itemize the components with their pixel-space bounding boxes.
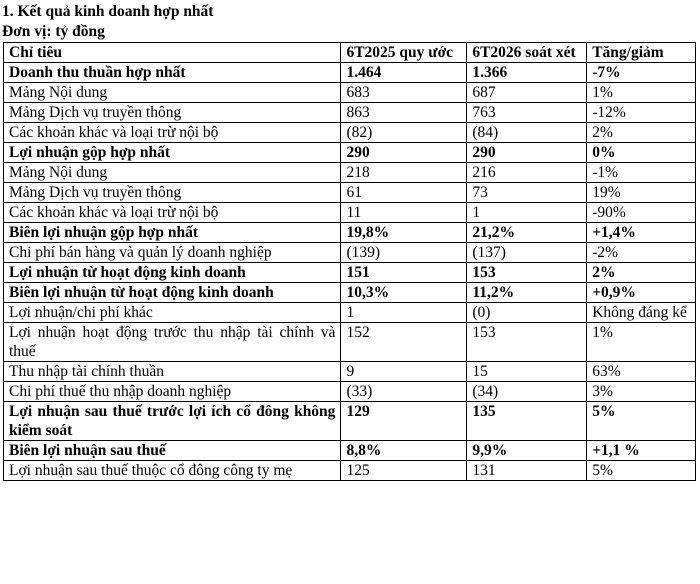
table-row — [4, 143, 696, 163]
row-change: 5% — [587, 402, 696, 441]
row-change: 2% — [587, 263, 696, 283]
row-value-6t2026: 153 — [467, 263, 587, 283]
row-value-6t2025: 61 — [341, 183, 467, 203]
row-value-6t2025: (139) — [341, 243, 467, 263]
row-value-6t2026: 1 — [467, 203, 587, 223]
row-value-6t2025: 151 — [341, 263, 467, 283]
row-value-6t2025: 19,8% — [341, 223, 467, 243]
row-change: 19% — [587, 183, 696, 203]
row-change: +1,1 % — [587, 441, 696, 461]
row-value-6t2025: (82) — [341, 123, 467, 143]
row-value-6t2025: 152 — [341, 323, 467, 362]
row-value-6t2026: 11,2% — [467, 283, 587, 303]
row-change: +0,9% — [587, 283, 696, 303]
row-change: 63% — [587, 362, 696, 382]
table-row — [4, 402, 696, 441]
row-value-6t2025: 1.464 — [341, 63, 467, 83]
row-value-6t2026: (137) — [467, 243, 587, 263]
column-header-change: Tăng/giảm — [587, 43, 696, 63]
row-value-6t2026: 216 — [467, 163, 587, 183]
row-label: Mảng Dịch vụ truyền thông — [4, 183, 341, 203]
row-change: 1% — [587, 83, 696, 103]
table-row — [4, 83, 696, 103]
row-label: Mảng Nội dung — [4, 83, 341, 103]
table-header-row — [4, 43, 696, 63]
table-row — [4, 243, 696, 263]
row-value-6t2025: 218 — [341, 163, 467, 183]
row-value-6t2026: 15 — [467, 362, 587, 382]
row-value-6t2025: 9 — [341, 362, 467, 382]
row-value-6t2025: 1 — [341, 303, 467, 323]
table-row — [4, 203, 696, 223]
unit-label: Đơn vị: tỷ đồng — [2, 23, 105, 40]
row-value-6t2026: (0) — [467, 303, 587, 323]
table-row — [4, 283, 696, 303]
row-value-6t2026: 9,9% — [467, 441, 587, 461]
row-change: -90% — [587, 203, 696, 223]
column-header-6t2026: 6T2026 soát xét — [467, 43, 587, 63]
section-title: 1. Kết quả kinh doanh hợp nhất — [2, 3, 214, 20]
table-row — [4, 263, 696, 283]
row-label: Biên lợi nhuận sau thuế — [4, 441, 341, 461]
row-label: Lợi nhuận hoạt động trước thu nhập tài chính và thuế — [4, 323, 341, 362]
row-change: -2% — [587, 243, 696, 263]
row-value-6t2026: 131 — [467, 461, 587, 481]
results-table — [3, 42, 696, 481]
row-label: Lợi nhuận gộp hợp nhất — [4, 143, 341, 163]
row-value-6t2025: 8,8% — [341, 441, 467, 461]
row-value-6t2026: (84) — [467, 123, 587, 143]
table-row — [4, 362, 696, 382]
row-value-6t2026: 73 — [467, 183, 587, 203]
row-label: Lợi nhuận sau thuế trước lợi ích cổ đông không kiểm soát — [4, 402, 341, 441]
row-change: Không đáng kể — [587, 303, 696, 323]
row-label: Mảng Nội dung — [4, 163, 341, 183]
row-label: Các khoản khác và loại trừ nội bộ — [4, 203, 341, 223]
column-header-6t2025: 6T2025 quy ước — [341, 43, 467, 63]
row-label: Biên lợi nhuận gộp hợp nhất — [4, 223, 341, 243]
column-header-indicator: Chỉ tiêu — [4, 43, 341, 63]
row-label: Biên lợi nhuận từ hoạt động kinh doanh — [4, 283, 341, 303]
row-label: Thu nhập tài chính thuần — [4, 362, 341, 382]
row-value-6t2026: 135 — [467, 402, 587, 441]
row-label: Các khoản khác và loại trừ nội bộ — [4, 123, 341, 143]
row-change: -7% — [587, 63, 696, 83]
row-change: 5% — [587, 461, 696, 481]
row-change: 3% — [587, 382, 696, 402]
table-row — [4, 183, 696, 203]
row-label: Lợi nhuận sau thuế thuộc cổ đông công ty mẹ — [4, 461, 341, 481]
table-row — [4, 103, 696, 123]
row-value-6t2026: (34) — [467, 382, 587, 402]
row-value-6t2025: 290 — [341, 143, 467, 163]
row-value-6t2025: 683 — [341, 83, 467, 103]
row-label: Lợi nhuận từ hoạt động kinh doanh — [4, 263, 341, 283]
row-label: Chi phí thuế thu nhập doanh nghiệp — [4, 382, 341, 402]
table-row — [4, 223, 696, 243]
row-value-6t2025: 125 — [341, 461, 467, 481]
row-change: 1% — [587, 323, 696, 362]
row-label: Doanh thu thuần hợp nhất — [4, 63, 341, 83]
table-row — [4, 441, 696, 461]
row-change: -1% — [587, 163, 696, 183]
table-row — [4, 382, 696, 402]
row-value-6t2025: 863 — [341, 103, 467, 123]
row-value-6t2026: 21,2% — [467, 223, 587, 243]
row-value-6t2025: 129 — [341, 402, 467, 441]
row-change: +1,4% — [587, 223, 696, 243]
row-value-6t2026: 290 — [467, 143, 587, 163]
row-change: -12% — [587, 103, 696, 123]
row-value-6t2026: 763 — [467, 103, 587, 123]
row-change: 0% — [587, 143, 696, 163]
row-value-6t2026: 687 — [467, 83, 587, 103]
row-value-6t2026: 1.366 — [467, 63, 587, 83]
row-value-6t2026: 153 — [467, 323, 587, 362]
table-row — [4, 303, 696, 323]
table-row — [4, 63, 696, 83]
row-change: 2% — [587, 123, 696, 143]
row-label: Chi phí bán hàng và quản lý doanh nghiệp — [4, 243, 341, 263]
row-value-6t2025: (33) — [341, 382, 467, 402]
table-row — [4, 461, 696, 481]
row-label: Mảng Dịch vụ truyền thông — [4, 103, 341, 123]
table-row — [4, 163, 696, 183]
table-row — [4, 323, 696, 362]
table-row — [4, 123, 696, 143]
row-label: Lợi nhuận/chi phí khác — [4, 303, 341, 323]
row-value-6t2025: 10,3% — [341, 283, 467, 303]
row-value-6t2025: 11 — [341, 203, 467, 223]
